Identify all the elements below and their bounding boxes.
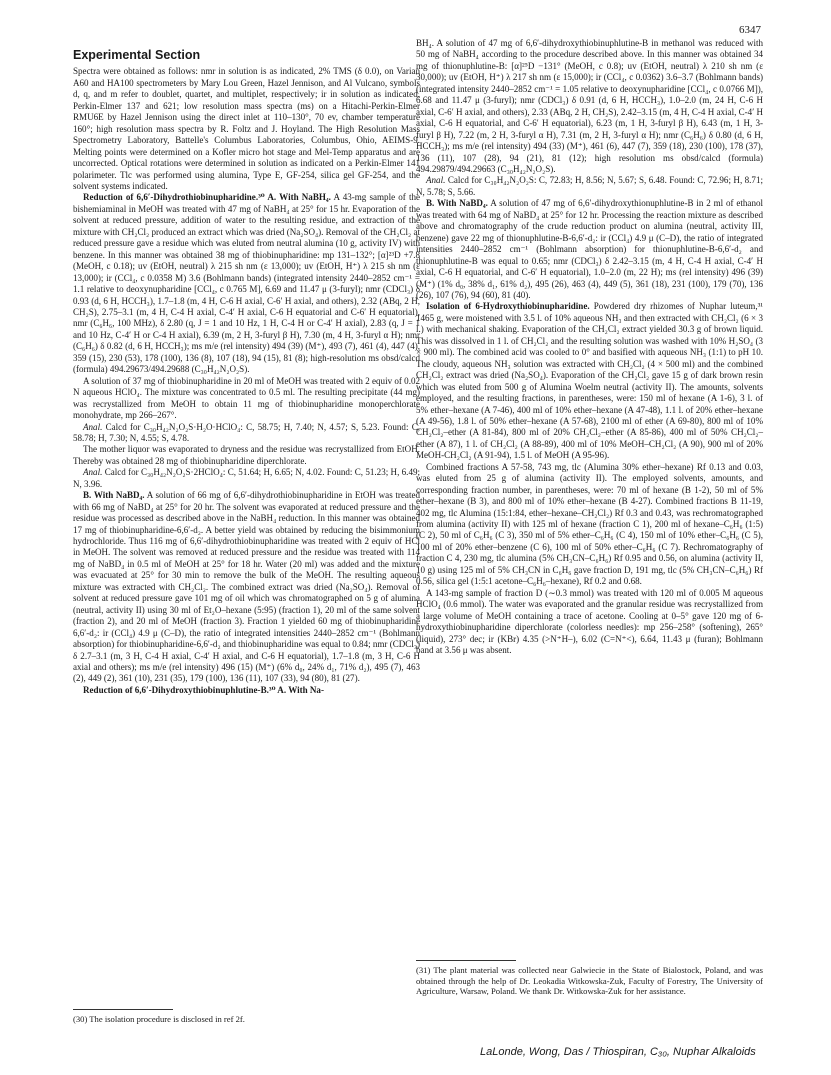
paragraph [416,175,763,198]
paragraph-heading: Reduction of 6,6′-Dihydroxythiobinuphlutine-B.³⁰ A. With Na- [83,684,324,695]
paragraph-text: A solution of 37 mg of thiobinupharidine in 20 ml of MeOH was treated with 2 equiv of 0.02 N aqueous HClO₄. The mixture was concentrated to 0.5 ml. The resulting precipitate (44 mg) was recrystallized from MeOH to obtain 11 mg of thiobinupharidine monoperchlorate monohydrate, mp 266–267°. [73,375,420,421]
paragraph-text: Combined fractions A 57-58, 743 mg, tlc (Alumina 30% ether–hexane) Rf 0.13 and 0.03, was eluted from 25 g of alumina (activity II). The employed solvents, amounts, and corresponding fraction number, in parentheses, were: 70 ml of hexane (B 1-2), 50 ml of 5% ether–hexane (B 3), and 800 ml of 10% ether–hexane (B 4-27). Combined fractions B 11-19, 402 mg, tlc Alumina (15:1:84, ether–hexane–CH₂Cl₂) Rf 0.3 and 0.43, was rechromatographed from alumina (activity II) with 125 ml of hexane (fraction C 1), 200 ml of hexane–C₆H₆ (1:5) (C 2), 50 ml of C₆H₆ (C 3), 350 ml of 5% ether–C₆H₆ (C 4), 150 ml of 10% ether–C₆H₆ (C 5), 100 ml of 20% ether–benzene (C 6), 100 ml of 50% ether–C₆H₆ (C 7). Rechromatography of fraction C 4, 230 mg, tlc alumina (5% CH₃CN–C₆H₆) Rf 0.95 and 0.56, on alumina (activity II, 10 g) using 125 ml of 5% CH₃CN in C₆H₆ gave fraction D, 191 mg, tlc (5% CH₃CN–C₆H₆) Rf 0.56, silica gel (1:5:1 acetone–C₆H₆–hexane), Rf 0.2 and 0.68. [416,461,763,587]
paragraph [416,198,763,301]
paragraph-text: A 43-mg sample of the bishemiaminal in MeOH was treated with 47 mg of NaBH₄ at 25° for 15 hr. Evaporation of the solvent at reduced pressure, addition of water to the resulting residue, and extraction of the mixture with CH₂Cl₂ produced an extract which was dried (Na₂SO₄). Removal of the CH₂Cl₂ at reduced pressure gave a residue which was eluted from neutral alumina (10 g, activity IV) with benzene. In this manner was obtained 38 mg of thiobinupharidine: mp 131–132°; [α]²³D +7.8 (MeOH, c 0.18); uv (EtOH, neutral) λ 215 sh nm (ε 13,000); uv (EtOH, H⁺) λ 215 sh nm (ε 13,000); ir (CCl₄, c 0.0358 M) 3.6 (Bohlmann bands) (integrated intensity 2440–2852 cm⁻¹ = 1.1 relative to deoxynupharidine [CCl₄, c 0.765 M], 6.69 and 11.47 μ (3-furyl); nmr (CDCl₃) δ 0.93 (d, 6 H, HCCH₃), 1.7–1.8 (m, 4 H, C-6 H axial, C-6′ H axial, and others), 2.32 (ABq, 2 H, CH₂S), 2.75–3.1 (m, 4 H, C-4 H axial, C-4′ H axial, C-6 H equatorial and C-6′ H equatorial), nmr (C₆H₆, 100 MHz), δ 2.80 (q, J = 1 and 10 Hz, 1 H, C-4 H or C-4′ H axial), 2.83 (q, J = 1 and 10 Hz, C-4′ H or C-4 H axial), 6.39 (m, 2 H, 3-furyl β H), 7.30 (m, 4 H, 3-furyl α H); nmr (C₆H₆) δ 0.82 (d, 6 H, HCCH₃); ms m/e (rel intensity) 494 (39) (M⁺), 493 (7), 461 (4), 447 (4), 359 (15), 230 (53), 178 (100), 136 (8), 107 (18), 94 (15), 81 (8); high-resolution ms obsd/calcd (formula) 494.29673/494.29688 (C₃₀H₄₂N₂O₂S). [73,192,420,375]
paragraph [73,192,420,375]
paragraph-text: BH₄. A solution of 47 mg of 6,6′-dihydroxythiobinuphlutine-B in methanol was reduced with 50 mg of NaBH₄ according to the procedure described above. In this manner was obtained 34 mg of thionuphlutine-B: [α]²⁵D −131° (MeOH, c 0.8); uv (EtOH, neutral) λ 210 sh nm (ε 30,000); uv (EtOH, H⁺) λ 217 sh nm (ε 15,000); ir (CCl₄, c 0.0362) 3.6–3.7 (Bohlmann bands) (integrated intensity 2440–2852 cm⁻¹ = 1.05 relative to deoxynupharidine [CCl₄, c 0.0766 M]), 6.68 and 11.47 μ (3-furyl); nmr (CDCl₃) δ 0.91 (d, 6 H, HCCH₃), 1.0–2.0 (m, 24 H, C-6 H axial, C-6′ H axial, and others), 2.33 (ABq, 2 H, CH₂S), 2.42–3.15 (m, 4 H, C-4 H axial, C-4′ H axial, C-6 H equatorial, and C-6′ H equatorial), 6.23 (m, 1 H, 3-furyl β H), 6.43 (m, 1 H, 3-furyl β H), 7.22 (m, 2 H, 3-furyl α H), 7.31 (m, 2 H, 3-furyl α H); nmr (C₆H₆) δ 0.80 (d, 6 H, HCCH₃); ms m/e (rel intensity) 494 (33) (M⁺), 461 (6), 447 (7), 359 (18), 230 (100), 178 (37), 136 (11), 107 (28), 94 (21), 81 (12); high resolution ms obsd/calcd (formula) 494.29879/494.29663 (C₃₀H₄₂N₂O₂S). [416,38,763,174]
paragraph-text: A solution of 66 mg of 6,6′-dihydrothiobinupharidine in EtOH was treated with 66 mg of NaBD₄ at 25° for 20 hr. The solvent was evaporated at reduced pressure and the residue was processed as described above in the NaBH₄ reduction. In this manner was obtained 17 mg of thiobinupharidine-6,6′-d₂. A better yield was obtained by reducing the bisimmonium hydrochloride. Thus 116 mg of 6,6′-dihydrothiobinupharidine was treated with 2 equiv of HCl in MeOH. The solvent was removed at reduced pressure and the residue was treated with 114 mg of NaBD₄ in 0.5 ml of MeOH at 25° for 18 hr. Water (20 ml) was added and the mixture was evacuated at 25° for 30 min to remove the bulk of the MeOH. The resulting aqueous mixture was extracted with CH₂Cl₂. The combined extract was dried (Na₂SO₄). Removal of solvent at reduced pressure gave 101 mg of oil which was chromatographed on 5 g of alumina (neutral, activity II) using 30 ml of Et₂O–hexane (5:95) (fraction 1), 20 ml of the same solvent (fraction 2), and 20 ml of MeOH (fraction 3). Fraction 1 yielded 60 mg of thiobinupharidine 6,6′-d₂: ir (CCl₄) 4.9 μ (C–D), the ratio of integrated intensities 2440–2852 cm⁻¹ (Bohlmann absorption) for thiobinupharidine-6,6′-d₂ and thiobinupharidine was equal to 0.84; nmr (CDCl₃) δ 2.7–3.1 (m, 3 H, C-4 H axial, C-4′ H axial, and C-6 H equatorial), 1.7–1.8 (m, 3 H, C-6 H axial and others); ms m/e (rel intensity) 496 (15) (M⁺) (6% d₀, 24% d₁, 71% d₂), 495 (7), 463 (2), 449 (2), 361 (10), 231 (35), 179 (100), 136 (11), 107 (33), 94 (80), 81 (27). [73,490,421,684]
page-number: 6347 [739,24,761,36]
paragraph [73,444,420,467]
left-column [73,38,420,696]
paragraph-text: A solution of 47 mg of 6,6′-dihydroxythionuphlutine-B in 2 ml of ethanol was treated with 64 mg of NaBD₄ at 25° for 12 hr. Processing the reaction mixture as described above and chromatography of the crude reduction product on alumina (neutral, activity III, benzene) gave 22 mg of thionuphlutine-B-6,6′-d₂: ir (CCl₄) 4.9 μ (C–D), the ratio of integrated intensities 2440–2852 cm⁻¹ (Bohlmann absorption) for thionuphlutine-B-6,6′-d₂ and thionuphlutine-B was equal to 0.65; nmr (CDCl₃) δ 2.42–3.15 (m, 4 H, C-4 H axial, C-4′ H axial, C-6 H equatorial, and C-6′ H equatorial), 1.0–2.0 (m, 22 H); ms (rel intensity) 496 (39) (M⁺) (1% d₀, 38% d₁, 61% d₂), 495 (26), 463 (4), 449 (5), 361 (18), 231 (100), 179 (70), 136 (26), 107 (76), 94 (60), 81 (40). [416,198,763,300]
left-paragraphs [73,66,420,696]
footnote-30: (30) The isolation procedure is disclosed in ref 2f. [73,1014,245,1024]
paragraph [416,301,763,461]
paragraph-text: Powdered dry rhizomes of Nuphar luteum,³¹ 1465 g, were moistened with 3.5 l. of 10% aqueous NH₃ and then extracted with CH₂Cl₂ (6 × 3 l.) with mechanical shaking. Evaporation of the CH₂Cl₂ extract yielded 30.3 g of brown liquid. This was dissolved in 1 l. of CH₂Cl₂ and the resulting solution was washed with 10% H₂SO₄ (3 × 900 ml). The combined acid was cooled to 0° and basified with aqueous NH₃ (1:1) to pH 10. The cloudy, aqueous NH₃ solution was extracted with CH₂Cl₂ (4 × 500 ml) and the combined CH₂Cl₂ extract was dried (Na₂SO₄). Evaporation of the CH₂Cl₂ gave 15 g of dark brown resin which was eluted from 500 g of Alumina Woelm neutral (activity II). The amounts, solvents employed, and the resulting fractions, in parentheses, were: 150 ml of hexane (A 1-6), 3 l. of 5% ether–hexane (A 7-46), 400 ml of 10% ether–hexane (A 47-48), 1.1 l. of 20% ether–hexane (A 49-56), 1.8 l. of 50% ether–hexane (A 57-68), 2100 ml of ether (A 69-80), 800 ml of 10% CH₂Cl₂–ether (A 81-84), 800 ml of 20% CH₂Cl₂–ether (A 85-86), 400 ml of 50% CH₂Cl₂–ether (A 87), 1 l. of CH₂Cl₂ (A 88-89), 400 ml of 10% MeOH–CH₂Cl₂ (A 90), 900 ml of 20% MeOH-CH₂Cl₂ (A 91-94), 1.5 l. of MeOH (A 95-96). [416,301,764,461]
right-paragraphs [416,38,763,656]
footnote-31: (31) The plant material was collected near Galwiecie in the State of Bialostock, Poland, and was obtained through the help of Dr. Leokadia Witkowska-Zuk, Faculty of Forestry, The University of Agriculture, Warsaw, Poland. We thank Dr. Witkowska-Zuk for her assistance. [416,965,763,997]
footnote-rule-right [416,960,516,961]
paragraph-text: The mother liquor was evaporated to dryness and the residue was recrystallized from EtOH. Thereby was obtained 28 mg of thiobinupharidine diperchlorate. [73,444,420,466]
paragraph [416,588,763,657]
paragraph-text: Calcd for C₃₀H₄₂N₂O₂S: C, 72.83; H, 8.56; N, 5.67; S, 6.48. Found: C, 72.96; H, 8.71; N, 5.78; S, 5.66. [416,175,763,197]
paragraph-heading: Isolation of 6-Hydroxythiobinupharidine. [426,301,590,312]
running-footer: LaLonde, Wong, Das / Thiospiran, C₃₀, Nuphar Alkaloids [480,1046,756,1058]
anal-label: Anal. [426,175,446,186]
paragraph-heading: B. With NaBD₄. [83,490,145,501]
section-title: Experimental Section [73,48,201,62]
paragraph [73,467,420,490]
anal-label: Anal. [83,467,103,478]
paragraph [73,376,420,422]
paragraph [73,490,420,685]
paragraph-text: Calcd for C₃₀H₄₂N₂O₂S·2HClO₄: C, 51.64; H, 6.65; N, 4.02. Found: C, 51.23; H, 6.49; N, 3.96. [73,467,420,489]
paragraph [416,462,763,588]
paragraph-text: Calcd for C₃₀H₄₂N₂O₂S·H₂O·HClO₄: C, 58.75; H, 7.40; N, 4.57; S, 5.23. Found: C, 58.78; H, 7.30; N, 4.55; S, 4.78. [73,421,420,443]
right-column [416,38,763,656]
paragraph-text: A 143-mg sample of fraction D (∼0.3 mmol) was treated with 120 ml of 0.005 M aqueous HClO₄ (0.6 mmol). The water was evaporated and the granular residue was recrystallized from a large volume of MeOH containing a trace of acetone. Cooling at 0–5° gave 120 mg of 6-hydroxythiobinupharidine diperchlorate (colorless needles): mp 256–258° (softening), 265° (liquid), 273° dec; ir (KBr) 4.35 (>N⁺H–), 6.02 (C=N⁺<), 6.64, 11.43 μ (furan); Bohlmann band at 3.56 μ was absent. [416,587,763,656]
paragraph [73,422,420,445]
paragraph-text: Spectra were obtained as follows: nmr in solution is as indicated, 2% TMS (δ 0.0), on Varian A60 and HA100 spectrometers by Mary Lou Green, Hazel Jennison, and Al Vulcano, symbols d, q, and m refer to doublet, quartet, and multiplet, respectively; ir in solution as indicated, Perkin-Elmer 137 and 621; low resolution mass spectra (ms) on a Hitachi-Perkin-Elmer RMU6E by Hazel Jennison using the direct inlet at 110–130°, 70 ev, chamber temperature 160°; high resolution mass spectra by R. Foltz and J. Hoyland. The High Resolution Mass Spectrometry Laboratory, Battelle's Columbus Laboratories, Columbus, Ohio, AEIMS-9. Melting points were determined on a Kofler micro hot stage and Mel-Temp apparatus and are uncorrected. Optical rotations were determined in solution as indicated on a Perkin-Elmer 141 polarimeter. Tlc was performed using alumina, Type E, GF-254, silica gel GF-254, and the solvent systems indicated. [73,66,420,191]
paragraph-heading: B. With NaBD₄. [426,198,488,209]
paragraph-heading: Reduction of 6,6′-Dihydrothiobinupharidine.³⁰ A. With NaBH₄. [83,192,331,203]
paragraph [73,685,420,696]
paragraph [73,66,420,192]
paragraph [416,38,763,175]
anal-label: Anal. [83,421,103,432]
footnote-rule-left [73,1009,173,1010]
